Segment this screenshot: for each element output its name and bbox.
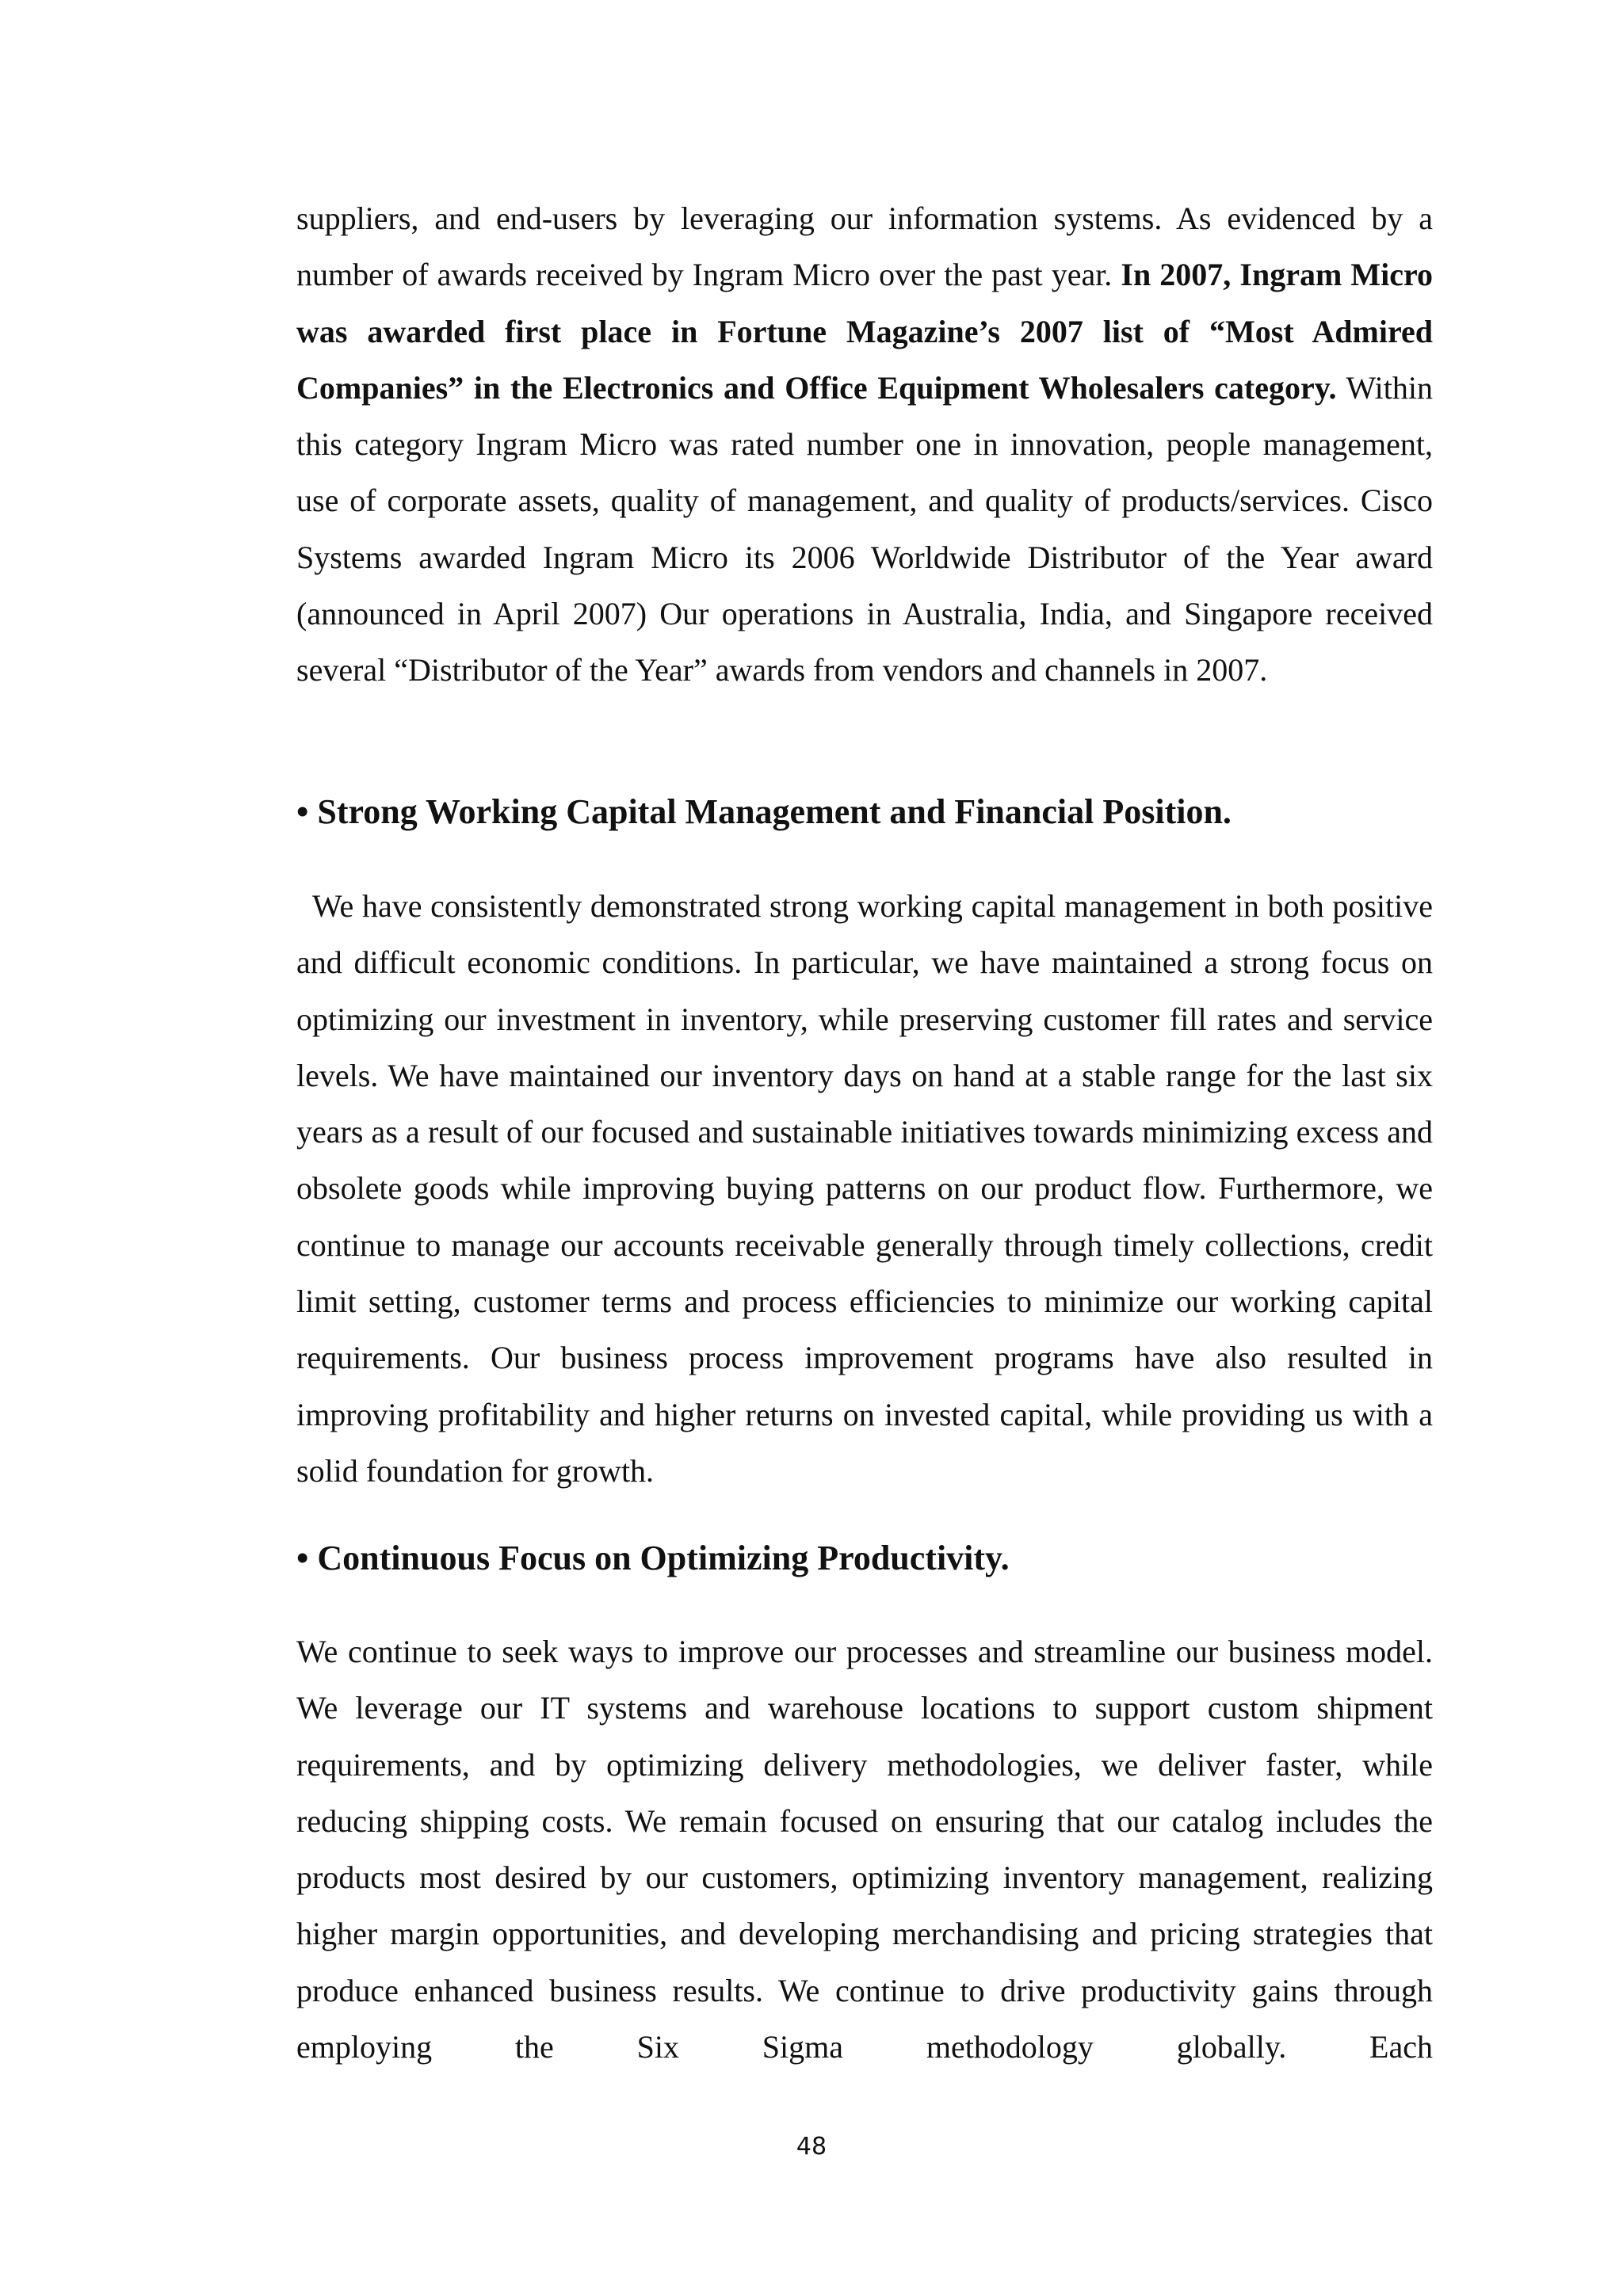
section-heading-productivity: • Continuous Focus on Optimizing Productivity. bbox=[296, 1539, 1010, 1577]
paragraph-awards-intro: suppliers, and end-users by leveraging our information systems. As evidenced by a number of awards received by Ingram Micro over the past year. bbox=[296, 200, 1433, 293]
paragraph-awards-details: Within this category Ingram Micro was rated number one in innovation, people management, use of corporate assets, quality of management, and quality of products/services. Cisco Systems awarded Ingram Micro its 2006 Worldwide Distributor of the Year award (announced in April 2007) Our operations in Australia, India, and Singapore received several “Distributor of the Year” awards from vendors and channels in 2007. bbox=[296, 369, 1433, 688]
paragraph-productivity-text: We continue to seek ways to improve our processes and streamline our business model. We leverage our IT systems and warehouse locations to support custom shipment requirements, and by optimizing delivery methodologies, we deliver faster, while reducing shipping costs. We remain focused on ensuring that our catalog includes the products most desired by our customers, optimizing inventory management, realizing higher margin opportunities, and developing merchandising and pricing strategies that produce enhanced business results. We continue to drive productivity gains through employing the Six Sigma methodology globally. Each bbox=[296, 1634, 1433, 2065]
paragraph-awards-text bbox=[296, 190, 1433, 699]
paragraph-working-capital bbox=[296, 878, 1433, 1499]
section-heading-working-capital: • Strong Working Capital Management and Financial Position. bbox=[296, 792, 1232, 831]
paragraph-productivity bbox=[296, 1623, 1433, 2075]
paragraph-awards-bold-statement: In 2007, Ingram Micro was awarded first place in Fortune Magazine’s 2007 list of “Most Admired Companies” in the Electronics and Office Equipment Wholesalers category. bbox=[296, 257, 1434, 406]
paragraph-working-capital-text: We have consistently demonstrated strong working capital management in both positive and difficult economic conditions. In particular, we have maintained a strong focus on optimizing our investment in inventory, while preserving customer fill rates and service levels. We have maintained our inventory days on hand at a stable range for the last six years as a result of our focused and sustainable initiatives towards minimizing excess and obsolete goods while improving buying patterns on our product flow. Furthermore, we continue to manage our accounts receivable generally through timely collections, credit limit setting, customer terms and process efficiencies to minimize our working capital requirements. Our business process improvement programs have also resulted in improving profitability and higher returns on invested capital, while providing us with a solid foundation for growth. bbox=[296, 888, 1433, 1489]
paragraph-awards bbox=[296, 190, 1433, 699]
page-number: 48 bbox=[796, 2133, 827, 2161]
